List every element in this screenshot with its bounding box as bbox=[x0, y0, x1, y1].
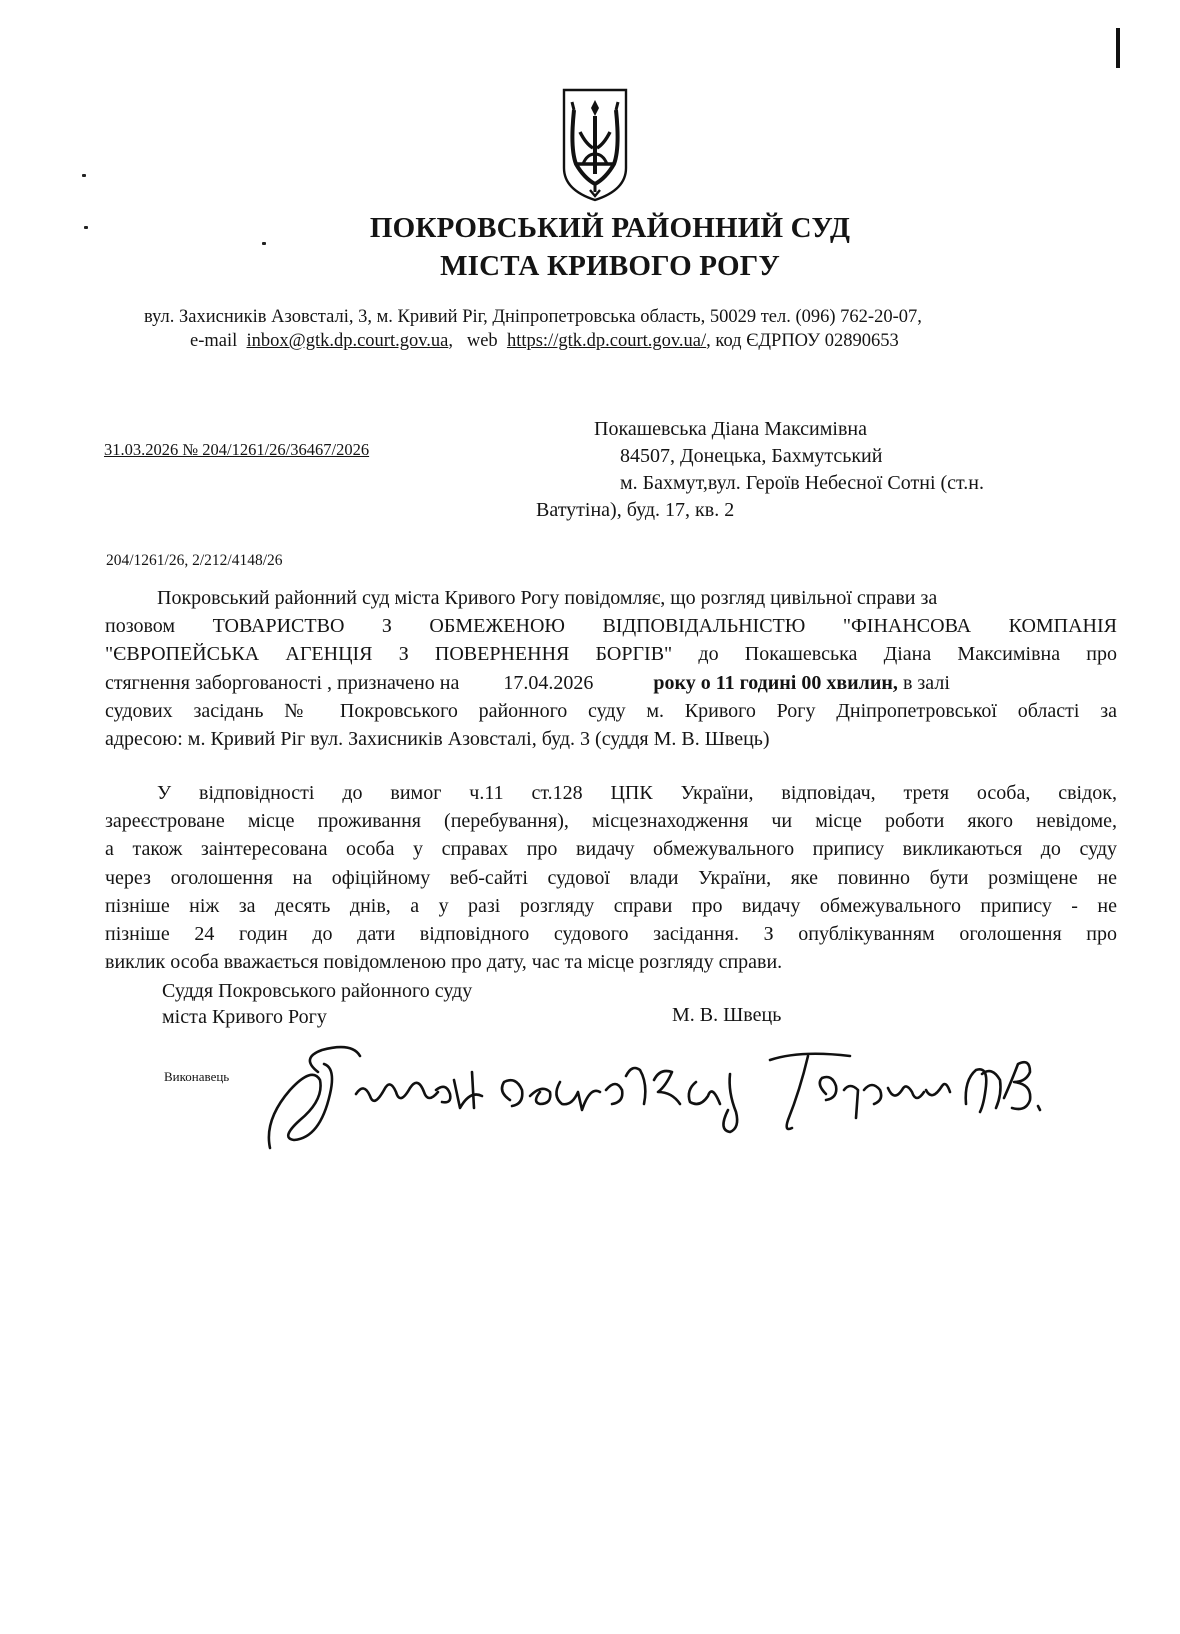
handwritten-signature bbox=[260, 1020, 1050, 1170]
paragraph-line: зареєстроване місце проживання (перебування), місцезнаходження чи місце роботи якого невідоме, bbox=[105, 810, 1117, 833]
court-name-line1: ПОКРОВСЬКИЙ РАЙОННИЙ СУД bbox=[369, 212, 851, 244]
paragraph-text: в залі bbox=[902, 671, 950, 694]
case-reference: 204/1261/26, 2/212/4148/26 bbox=[106, 552, 283, 569]
scan-speck bbox=[82, 174, 86, 177]
paragraph-line: пізніше 24 годин до дати відповідного судового засідання. З опублікуванням оголошення про bbox=[105, 923, 1117, 946]
paragraph-line: У відповідності до вимог ч.11 ст.128 ЦПК України, відповідач, третя особа, свідок, bbox=[157, 782, 1117, 804]
judge-title-line2: міста Кривого Рогу bbox=[162, 1006, 327, 1028]
trident-coat-of-arms-icon bbox=[560, 86, 630, 204]
paragraph-line: судових засідань № Покровського районного суду м. Кривого Рогу Дніпропетровської області за bbox=[105, 699, 1117, 722]
outgoing-reference: 31.03.2026 № 204/1261/26/36467/2026 bbox=[104, 440, 370, 459]
web-link[interactable]: https://gtk.dp.court.gov.ua/ bbox=[506, 331, 707, 351]
paragraph-line: пізніше ніж за десять днів, а у разі розгляду справи про видачу обмежувального припису - не bbox=[105, 894, 1117, 917]
paragraph-line: через оголошення на офіційному веб-сайті судової влади України, яке повинно бути розміщене не bbox=[105, 866, 1117, 889]
paragraph-line: Покровський районний суд міста Кривого Рогу повідомляє, що розгляд цивільної справи за bbox=[157, 587, 938, 609]
web-label: web bbox=[466, 331, 498, 351]
paragraph-line: виклик особа вважається повідомленою про дату, час та місце розгляду справи. bbox=[105, 951, 783, 974]
judge-title-line1: Суддя Покровського районного суду bbox=[162, 980, 473, 1002]
recipient-address-line: м. Бахмут,вул. Героїв Небесної Сотні (ст.н. bbox=[620, 472, 984, 494]
email-link[interactable]: inbox@gtk.dp.court.gov.ua bbox=[246, 331, 449, 351]
court-contacts: e-mail inbox@gtk.dp.court.gov.ua, web https://gtk.dp.court.gov.ua/, код ЄДРПОУ 02890653 bbox=[190, 331, 899, 351]
court-name-line2: МІСТА КРИВОГО РОГУ bbox=[440, 250, 780, 282]
edrpou-code: , код ЄДРПОУ 02890653 bbox=[706, 331, 899, 351]
notice-paragraph bbox=[105, 584, 1117, 753]
paragraph-line: позовом ТОВАРИСТВО З ОБМЕЖЕНОЮ ВІДПОВІДАЛЬНІСТЮ "ФІНАНСОВА КОМПАНІЯ bbox=[105, 615, 1117, 638]
email-label: e-mail bbox=[190, 331, 238, 351]
paragraph-line: адресою: м. Кривий Ріг вул. Захисників Азовсталі, буд. 3 (суддя М. В. Швець) bbox=[105, 728, 770, 751]
scan-edge-mark bbox=[1116, 28, 1120, 68]
executor-label: Виконавець bbox=[164, 1069, 230, 1084]
recipient-address-line: 84507, Донецька, Бахмутський bbox=[620, 445, 883, 467]
paragraph-line: а також заінтересована особа у справах про видачу обмежувального припису викликаються до суду bbox=[105, 838, 1117, 861]
hearing-time: року о 11 годині 00 хвилин, bbox=[653, 671, 898, 694]
notice-paragraph bbox=[105, 779, 1117, 976]
hearing-date: 17.04.2026 bbox=[503, 671, 594, 694]
judge-name: М. В. Швець bbox=[672, 1004, 782, 1026]
court-address: вул. Захисників Азовсталі, 3, м. Кривий Ріг, Дніпропетровська область, 50029 тел. (096) 762-20-07, bbox=[144, 307, 922, 327]
recipient-address-line: Ватутіна), буд. 17, кв. 2 bbox=[536, 499, 735, 521]
paragraph-line: "ЄВРОПЕЙСЬКА АГЕНЦІЯ З ПОВЕРНЕННЯ БОРГІВ" до Покашевська Діана Максимівна про bbox=[105, 643, 1117, 666]
paragraph-line bbox=[105, 669, 1117, 697]
recipient-name: Покашевська Діана Максимівна bbox=[594, 418, 867, 440]
paragraph-text: стягнення заборгованості , призначено на bbox=[105, 671, 460, 694]
